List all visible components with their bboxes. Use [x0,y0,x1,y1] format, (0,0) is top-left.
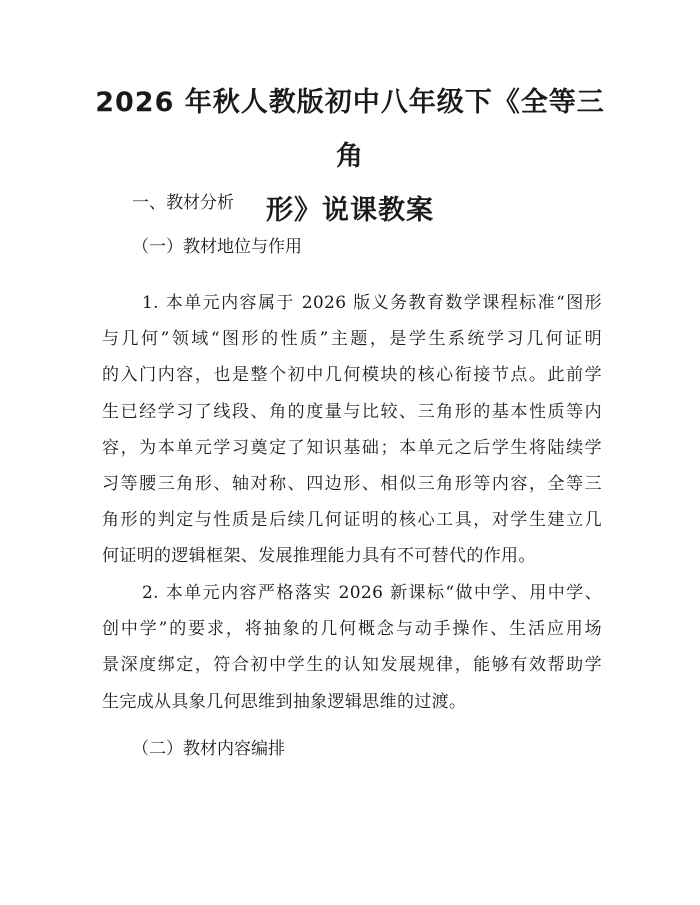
paragraph-1-line: 何证明的逻辑框架、发展推理能力具有不可替代的作用。 [102,546,536,567]
paragraph-1-line: 的入门内容，也是整个初中几何模块的核心衔接节点。此前学 [102,365,602,386]
paragraph-2-line: 2. 本单元内容严格落实 2026 新课标“做中学、用中学、 [142,583,602,603]
paragraph-1-line: 1. 本单元内容属于 2026 版义务教育数学课程标准“图形 [142,293,602,313]
paragraph-2-line: 创中学”的要求，将抽象的几何概念与动手操作、生活应用场 [102,619,602,640]
paragraph-1-line: 与几何”领域“图形的性质”主题，是学生系统学习几何证明 [102,329,602,350]
paragraph-2-line: 生完成从具象几何思维到抽象逻辑思维的过渡。 [102,691,467,712]
paragraph-1-line: 容，为本单元学习奠定了知识基础；本单元之后学生将陆续学 [102,437,602,458]
paragraph-1 [102,285,602,575]
subsection-heading-content-arrangement: （二）教材内容编排 [132,739,285,759]
subsection-heading-position-and-role: （一）教材地位与作用 [132,237,302,257]
paragraph-1-line: 习等腰三角形、轴对称、四边形、相似三角形等内容，全等三 [102,474,602,495]
paragraph-1-line: 角形的判定与性质是后续几何证明的核心工具，对学生建立几 [102,510,602,531]
paragraph-2 [102,575,602,720]
section-heading-textbook-analysis: 一、教材分析 [132,193,234,213]
title-line-1: 2026 年秋人教版初中八年级下《全等三角 [95,87,605,172]
title-line-2: 形》说课教案 [266,195,434,226]
paragraph-2-line: 景深度绑定，符合初中学生的认知发展规律，能够有效帮助学 [102,655,602,676]
paragraph-1-line: 生已经学习了线段、角的度量与比较、三角形的基本性质等内 [102,401,602,422]
